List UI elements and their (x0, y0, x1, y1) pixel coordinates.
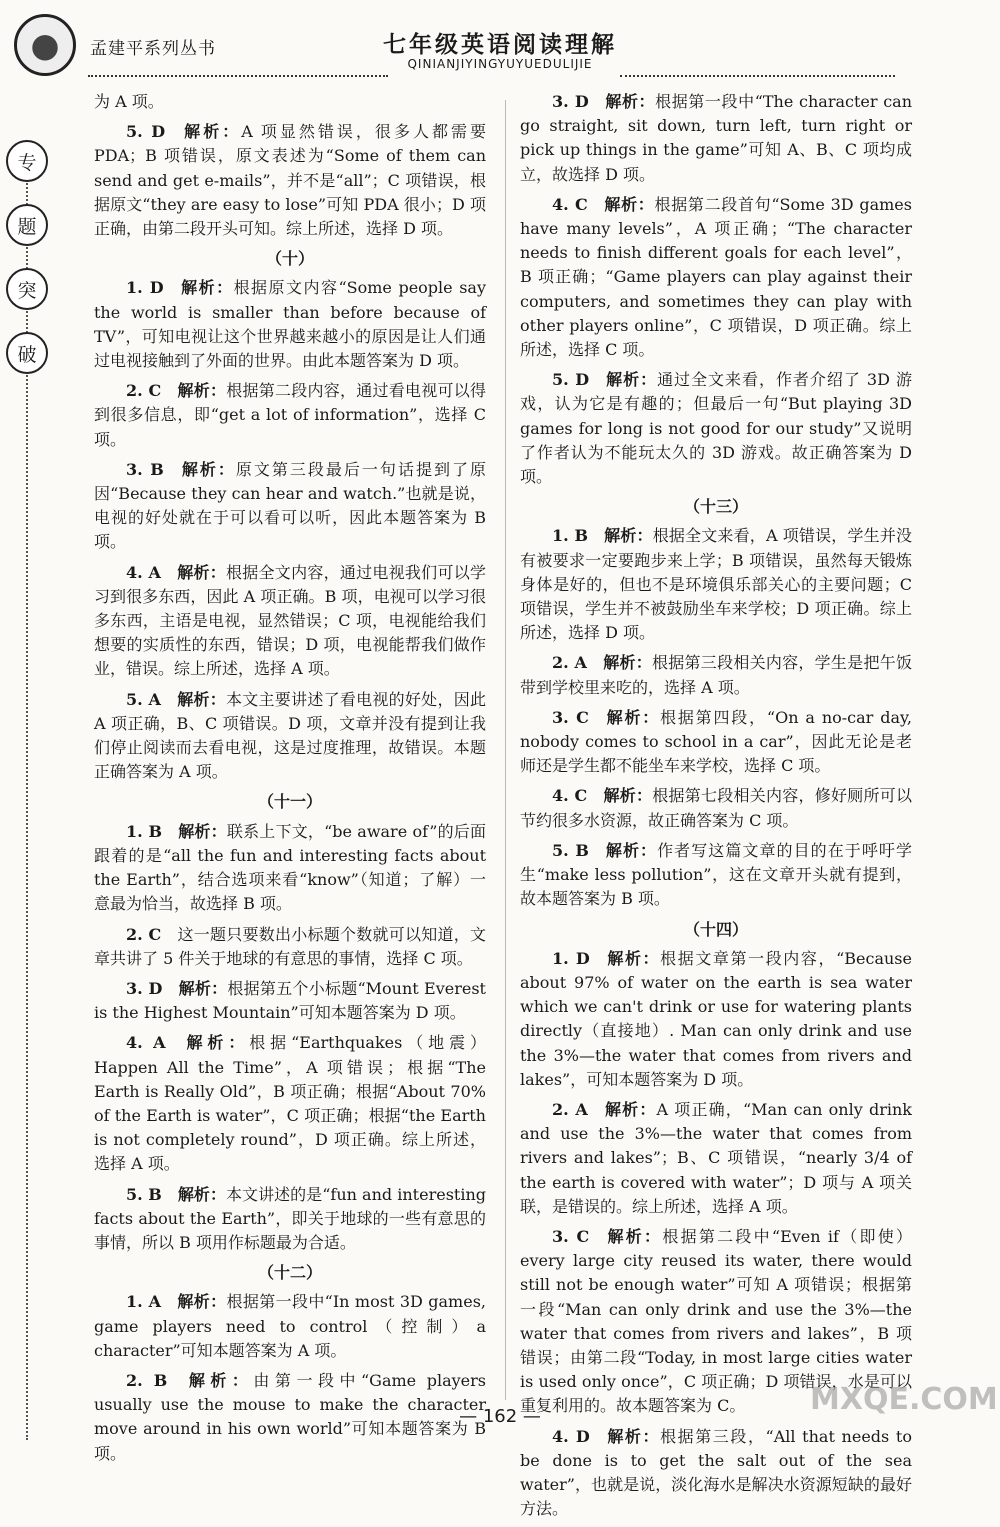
answer-item (520, 1098, 912, 1219)
analysis-text: 这一题只要数出小标题个数就可以知道，文章共讲了 5 件关于地球的有意思的事情，选择 C 项。 (94, 924, 486, 968)
answer-number: 4. C (552, 786, 588, 806)
analysis-label: 解析： (178, 821, 227, 841)
analysis-text: A 项正确，“Man can only drink and use the 3%—the water that comes from rivers and lakes”；B、C 项错误，“nearly 3/4 of the earth is covered with water”；D 项与 A 项关联，是错误的。综上所述，选择 A 项。 (520, 1099, 912, 1216)
analysis-text: 根据第四段，“On a no-car day, nobody comes to school in a car”，因此无论是老师还是学生都不能坐车来学校，选择 C 项。 (520, 707, 912, 776)
answer-item (520, 193, 912, 362)
answer-number: 1. B (126, 821, 163, 841)
analysis-label: 解析： (176, 689, 227, 709)
answer-number: 3. C (552, 707, 589, 727)
analysis-text: 根据原文内容“Some people say the world is smaller than before because of TV”，可知电视让这个世界越来越小的原因是让人们通过电视接触到了外面的世界。由此本题答案为 D 项。 (94, 278, 486, 371)
header-dotted-line-right (620, 75, 895, 77)
analysis-label: 解析： (603, 786, 653, 806)
answer-number: 4. D (552, 1426, 590, 1446)
watermark-logo: MXQE.COM (810, 1382, 998, 1417)
answer-item (94, 1183, 486, 1256)
side-tab-4: 破 (6, 332, 48, 374)
analysis-label: 解析： (604, 840, 658, 860)
analysis-text: 根据第二段内容，通过看电视可以得到很多信息，即“get a lot of information”，选择 C 项。 (94, 381, 486, 449)
analysis-label: 解析： (604, 707, 661, 727)
analysis-label: 解析： (177, 1184, 226, 1204)
side-tab-1: 专 (6, 140, 48, 182)
answer-number: 2. B (126, 1370, 168, 1390)
book-title: 七年级英语阅读理解 (383, 32, 617, 58)
section-heading: （十二） (257, 1263, 322, 1283)
analysis-text: 根据第二段中“Even if（即使）every large city reused its water, there would still not be enough water”可知 A 项错误；根据第一段“Man can only drink and use the 3%—the water that comes from rivers and lakes”，B 项错误；由第二段“Today, in most large cities water is used only once”，C 项正确；D 项错误，水是可以重复利用的。故本题答案为 C。 (520, 1226, 912, 1416)
analysis-label: 解析： (605, 1226, 663, 1246)
answer-number: 1. B (552, 526, 588, 546)
answer-item (94, 923, 486, 971)
analysis-text: 根据全文内容，通过电视我们可以学习到很多东西，因此 A 项正确。B 项，电视可以学习很多东西，主语是电视，显然错误；C 项，电视能给我们想要的实质性的东西，错误；D 项，电视能帮我们做作业，错误。综上所述，选择 A 项。 (94, 562, 486, 679)
section-heading: （十四） (683, 919, 748, 939)
book-subtitle-pinyin: QINIANJIYINGYUYUEDULIJIE (407, 57, 593, 71)
analysis-text: 联系上下文，“be aware of”的后面跟着的是“all the fun and interesting facts about the Earth”，结合选项来看“know”（知道；了解）一意最为恰当，故选择 B 项。 (94, 821, 487, 914)
analysis-text: 根据第三段相关内容，学生是把午饭带到学校里来吃的，选择 A 项。 (520, 653, 912, 697)
answer-number: 1. D (552, 948, 590, 968)
answer-item (94, 820, 486, 917)
analysis-text: 由第一段中“Game players usually use the mouse to make the character move around in his own world”可知本题答案为 B 项。 (94, 1370, 487, 1463)
analysis-text: 根据全文来看，A 项错误，学生并没有被要求一定要跑步来上学；B 项错误，虽然每天锻炼身体是好的，但也不是环境俱乐部关心的主要问题；C 项错误，学生并不被鼓励坐车来学校；D 项正确。综上所述，选择 D 项。 (520, 526, 912, 643)
column-divider (505, 100, 506, 1400)
side-tab-3: 突 (6, 268, 48, 310)
answer-item (520, 368, 912, 489)
answer-item (520, 524, 912, 645)
analysis-label: 解析： (181, 1033, 250, 1053)
answer-number: 2. C (126, 381, 162, 401)
answer-number: 3. D (126, 978, 163, 998)
side-tab-2: 题 (6, 204, 48, 246)
page-number: — 162 — (459, 1406, 541, 1427)
analysis-text: 原文第三段最后一句话提到了原因“Because they can hear and watch.”也就是说，电视的好处就在于可以看可以听，因此本题答案为 B 项。 (94, 459, 486, 552)
answer-number: 4. C (552, 194, 588, 214)
series-name: 孟建平系列丛书 (90, 39, 216, 59)
analysis-label: 解析： (181, 122, 242, 142)
analysis-label: 解析： (183, 1370, 254, 1390)
analysis-text: 根据第三段，“All that needs to be done is to get the salt out of the sea water”，也就是说，淡化海水是解决水资源短缺的最好方法。 (520, 1426, 912, 1519)
analysis-label: 解析： (602, 653, 653, 673)
analysis-label: 解析： (177, 1292, 227, 1312)
analysis-text: 本文主要讲述了看电视的好处，因此 A 项正确，B、C 项错误。D 项，文章并没有提到让我们停止阅读而去看电视，这是过度推理，故错误。本题正确答案为 A 项。 (94, 689, 486, 782)
analysis-text: A 项显然错误，很多人都需要 PDA；B 项错误，原文表述为“Some of them can send and get e-mails”，并不是“all”；C 项错误，根据原文“they are easy to lose”可知 PDA 很小；D 项正确，由第二段开头可知。综上所述，选择 D 项。 (94, 122, 486, 239)
answer-item (94, 120, 486, 241)
answer-number: 5. A (126, 689, 161, 709)
header-dotted-line-left (88, 75, 388, 77)
analysis-label: 解析： (603, 194, 655, 214)
answer-item (520, 90, 912, 187)
right-column (520, 90, 912, 1527)
analysis-label: 解析： (176, 562, 227, 582)
analysis-label: 解析： (604, 92, 656, 111)
analysis-label: 解析： (179, 459, 236, 479)
analysis-text: 根据第一段中“In most 3D games, game players need to control（控制）a character”可知本题答案为 A 项。 (94, 1292, 486, 1360)
answer-item (94, 458, 486, 555)
analysis-label: 解析： (605, 948, 661, 968)
answer-number: 2. A (552, 1099, 588, 1119)
answer-number: 5. D (552, 370, 590, 390)
analysis-text: 根据第七段相关内容，修好厕所可以节约很多水资源，故正确答案为 C 项。 (520, 786, 912, 830)
answer-number: 5. D (126, 122, 166, 142)
answer-continuation: 为 A 项。 (94, 92, 164, 111)
analysis-text: 根据第五个小标题“Mount Everest is the Highest Mountain”可知本题答案为 D 项。 (94, 978, 486, 1023)
answer-item (94, 561, 486, 682)
answer-item (94, 379, 486, 452)
analysis-text: 根据文章第一段内容，“Because about 97% of water on the earth is sea water which we can't drink or use for watering plants directly（直接地）. Man can only drink and use the 3%—the water that comes from rivers and lakes”，可知本题答案为 D 项。 (520, 948, 912, 1089)
answer-number: 4. A (126, 1033, 166, 1053)
answer-item (94, 688, 486, 785)
answer-item (94, 276, 486, 373)
answer-number: 1. D (126, 278, 164, 298)
section-heading: （十三） (683, 497, 748, 517)
analysis-label: 解析： (178, 978, 228, 998)
answer-item (94, 1031, 486, 1176)
analysis-label: 解析： (605, 370, 658, 390)
answer-number: 5. B (126, 1184, 162, 1204)
answer-item (520, 947, 912, 1092)
answer-number: 2. C (126, 924, 162, 944)
answer-item (520, 651, 912, 699)
answer-item (94, 1290, 486, 1363)
analysis-text: 根据“Earthquakes（地震）Happen All the Time”，A 项错误；根据“The Earth is Really Old”，B 项正确；根据“About 70% of the Earth is water”，C 项正确；根据“the Earth is not completely round”，D 项正确。综上所述，选择 A 项。 (94, 1033, 486, 1174)
analysis-text: 本文讲述的是“fun and interesting facts about the Earth”，即关于地球的一些有意思的事情，所以 B 项用作标题最为合适。 (94, 1184, 486, 1252)
answer-item (520, 839, 912, 912)
answer-number: 2. A (552, 653, 587, 673)
side-tabs (6, 140, 50, 396)
page-header (0, 0, 1000, 90)
answer-item (520, 706, 912, 779)
analysis-label: 解析： (603, 1099, 657, 1119)
answer-number: 5. B (552, 840, 589, 860)
answer-item (94, 977, 486, 1025)
analysis-label: 解析： (177, 381, 227, 401)
answer-number: 3. B (126, 459, 164, 479)
analysis-label: 解析： (179, 278, 234, 298)
left-column (94, 90, 486, 1472)
section-heading: （十） (265, 249, 314, 269)
answer-item (520, 784, 912, 832)
analysis-text: 根据第二段首句“Some 3D games have many levels”，A 项正确；“The character needs to finish different goals for each level”，B 项正确；“Game players can play against their computers, and sometimes they can play with other players online”，C 项错误，D 项正确。综上所述，选择 C 项。 (520, 194, 912, 360)
analysis-text: 作者写这篇文章的目的在于呼吁学生“make less pollution”，这在文章开头就有提到，故本题答案为 B 项。 (520, 840, 912, 909)
answer-number: 3. C (552, 1226, 590, 1246)
analysis-label: 解析： (603, 526, 653, 546)
section-heading: （十一） (257, 792, 322, 812)
analysis-text: 根据第一段中“The character can go straight, sit down, turn left, turn right or pick up things in the game”可知 A、B、C 项均成立，故选择 D 项。 (520, 92, 912, 184)
answer-number: 4. A (126, 562, 161, 582)
answer-number: 3. D (552, 92, 589, 111)
analysis-text: 通过全文来看，作者介绍了 3D 游戏，认为它是有趣的；但最后一句“But playing 3D games for long is not good for our study”又说明了作者认为不能玩太久的 3D 游戏。故正确答案为 D 项。 (520, 370, 912, 487)
analysis-label: 解析： (605, 1426, 661, 1446)
answer-number: 1. A (126, 1292, 162, 1312)
